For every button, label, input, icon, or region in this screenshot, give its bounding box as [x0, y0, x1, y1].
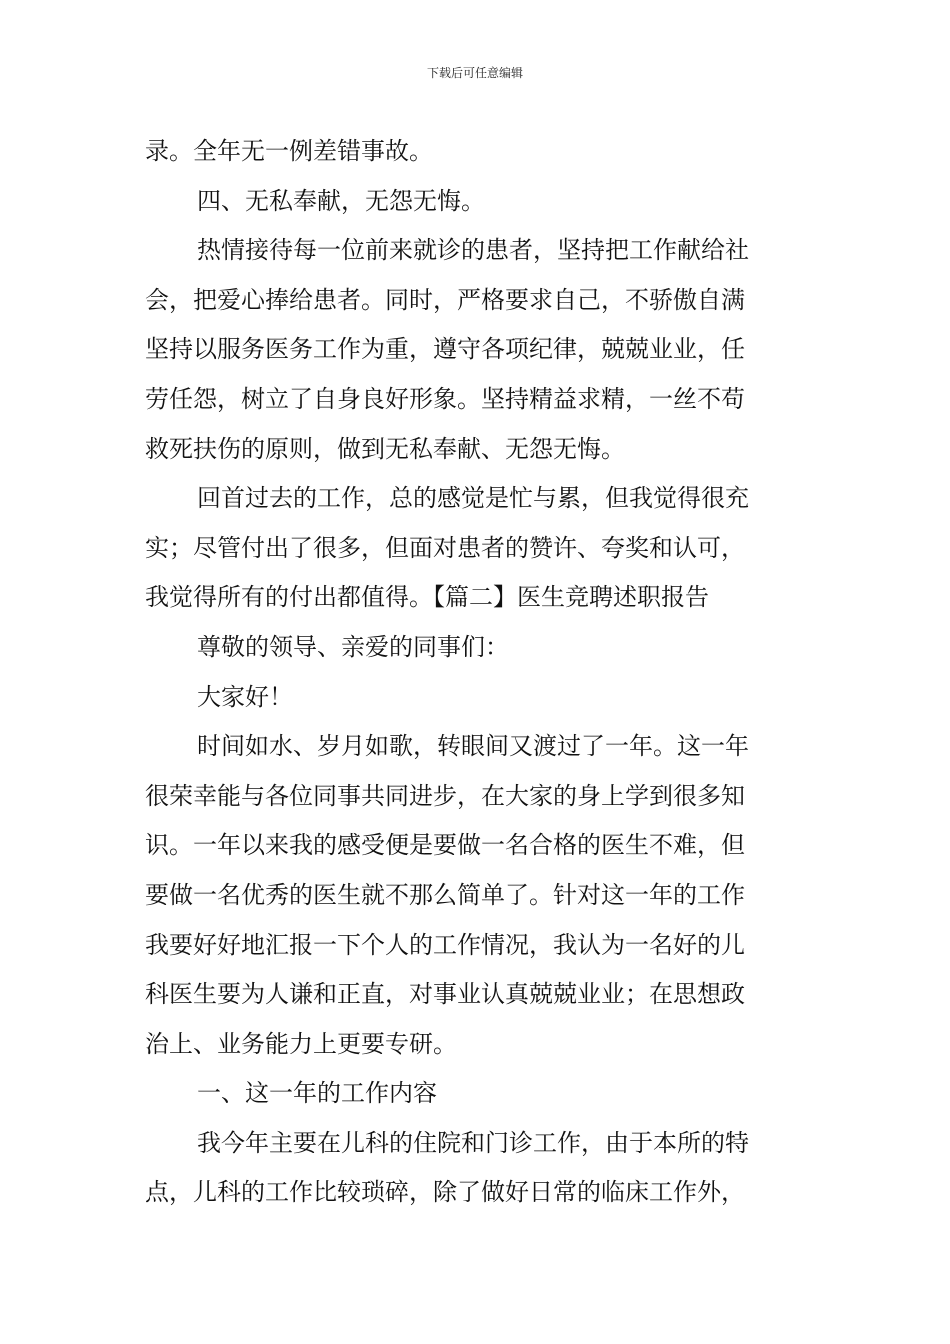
text-line: 会，把爱心捧给患者。同时，严格要求自己，不骄傲自满 [145, 285, 745, 314]
text-line: 很荣幸能与各位同事共同进步，在大家的身上学到很多知 [145, 781, 745, 810]
text-line: 我要好好地汇报一下个人的工作情况，我认为一名好的儿 [145, 930, 745, 959]
text-line: 热情接待每一位前来就诊的患者，坚持把工作献给社 [197, 236, 749, 265]
text-line: 一、这一年的工作内容 [197, 1079, 437, 1108]
text-line: 回首过去的工作，总的感觉是忙与累，但我觉得很充 [197, 484, 749, 513]
text-line: 治上、业务能力上更要专研。 [145, 1029, 457, 1058]
text-line: 尊敬的领导、亲爱的同事们： [197, 632, 509, 661]
text-line: 识。一年以来我的感受便是要做一名合格的医生不难，但 [145, 831, 745, 860]
text-line: 四、无私奉献，无怨无悔。 [197, 186, 485, 215]
text-line: 录。全年无一例差错事故。 [145, 137, 433, 165]
text-line: 劳任怨，树立了自身良好形象。坚持精益求精，一丝不苟 [145, 384, 745, 413]
text-line: 大家好！ [197, 682, 293, 711]
text-line: 实；尽管付出了很多，但面对患者的赞许、夸奖和认可， [145, 533, 745, 562]
text-line: 坚持以服务医务工作为重，遵守各项纪律，兢兢业业，任 [145, 335, 745, 364]
text-line: 我今年主要在儿科的住院和门诊工作，由于本所的特 [197, 1128, 749, 1157]
text-line: 救死扶伤的原则，做到无私奉献、无怨无悔。 [145, 434, 625, 463]
text-line: 点，儿科的工作比较琐碎，除了做好日常的临床工作外， [145, 1178, 745, 1207]
text-line: 时间如水、岁月如歌，转眼间又渡过了一年。这一年 [197, 732, 749, 761]
text-line: 要做一名优秀的医生就不那么简单了。针对这一年的工作 [145, 880, 745, 909]
text-line: 我觉得所有的付出都值得。【篇二】医生竞聘述职报告 [145, 583, 709, 612]
page-header: 下载后可任意编辑 [426, 66, 523, 80]
text-line: 科医生要为人谦和正直，对事业认真兢兢业业；在思想政 [145, 980, 745, 1009]
document-body [145, 127, 807, 1218]
